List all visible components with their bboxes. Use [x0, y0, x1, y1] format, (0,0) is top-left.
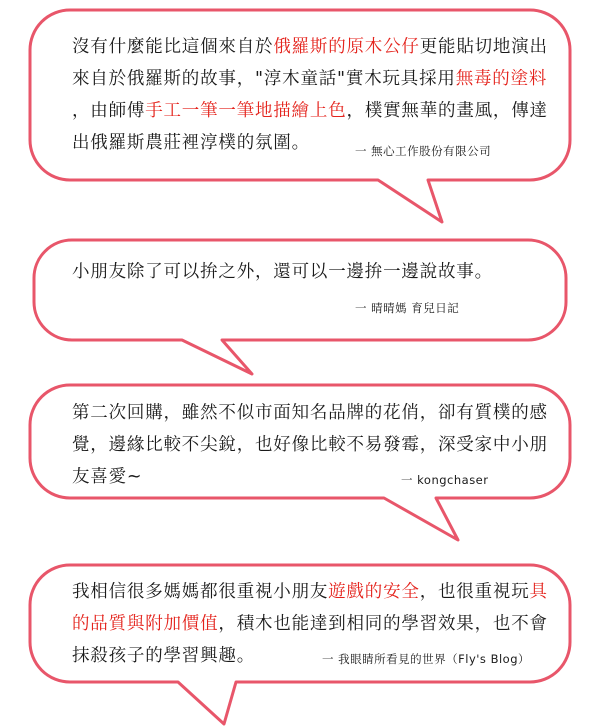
quote-credit-4: 一 我眼睛所看見的世界（Fly's Blog） — [322, 652, 530, 666]
quote-credit-3: 一 kongchaser — [401, 473, 489, 487]
quote-line — [72, 31, 548, 63]
highlighted-phrase: 遊戲的安全 — [328, 582, 420, 602]
text-segment: 沒有什麼能比這個來自於 — [72, 37, 274, 57]
text-segment: ，由師傅 — [72, 101, 146, 121]
quote-text-1 — [72, 31, 548, 159]
text-segment: 我相信很多媽媽都很重視小朋友 — [72, 582, 329, 602]
text-segment: ，樸實無華的畫風，傳達 — [346, 101, 548, 121]
text-segment: 抹殺孩子的學習興趣。 — [72, 646, 255, 666]
quote-line — [72, 256, 493, 288]
quote-text-2 — [72, 256, 493, 288]
text-segment: ，積木也能達到相同的學習效果，也不會 — [218, 614, 548, 634]
quote-line — [72, 63, 548, 95]
quote-line — [72, 429, 548, 461]
highlighted-phrase: 具 — [529, 582, 548, 602]
highlighted-phrase: 手工一筆一筆地描繪上色 — [145, 101, 347, 121]
text-segment: ，也很重視玩 — [419, 582, 530, 602]
highlighted-phrase: 無毒的塗料 — [455, 69, 548, 89]
text-segment: 出俄羅斯農莊裡淳樸的氛圍。 — [72, 133, 310, 153]
text-segment: 友喜愛~ — [72, 467, 143, 487]
quote-line — [72, 608, 548, 640]
text-segment: 小朋友除了可以拚之外，還可以一邊拚一邊說故事。 — [72, 262, 493, 282]
quote-credit-2: 一 晴晴媽 育兒日記 — [355, 301, 460, 315]
quote-line — [72, 95, 548, 127]
quote-credit-1: 一 無心工作股份有限公司 — [355, 144, 492, 158]
quote-line — [72, 397, 548, 429]
text-segment: 第二次回購，雖然不似市面知名品牌的花俏，卻有質樸的感 — [72, 403, 548, 423]
highlighted-phrase: 俄羅斯的原木公仔 — [273, 37, 420, 57]
text-segment: 覺，邊緣比較不尖銳，也好像比較不易發霉，深受家中小朋 — [72, 435, 548, 455]
highlighted-phrase: 的品質與附加價值 — [72, 614, 219, 634]
text-segment: 來自於俄羅斯的故事，"淳木童話"實木玩具採用 — [72, 69, 456, 89]
text-segment: 更能貼切地演出 — [419, 37, 548, 57]
quote-line — [72, 576, 548, 608]
